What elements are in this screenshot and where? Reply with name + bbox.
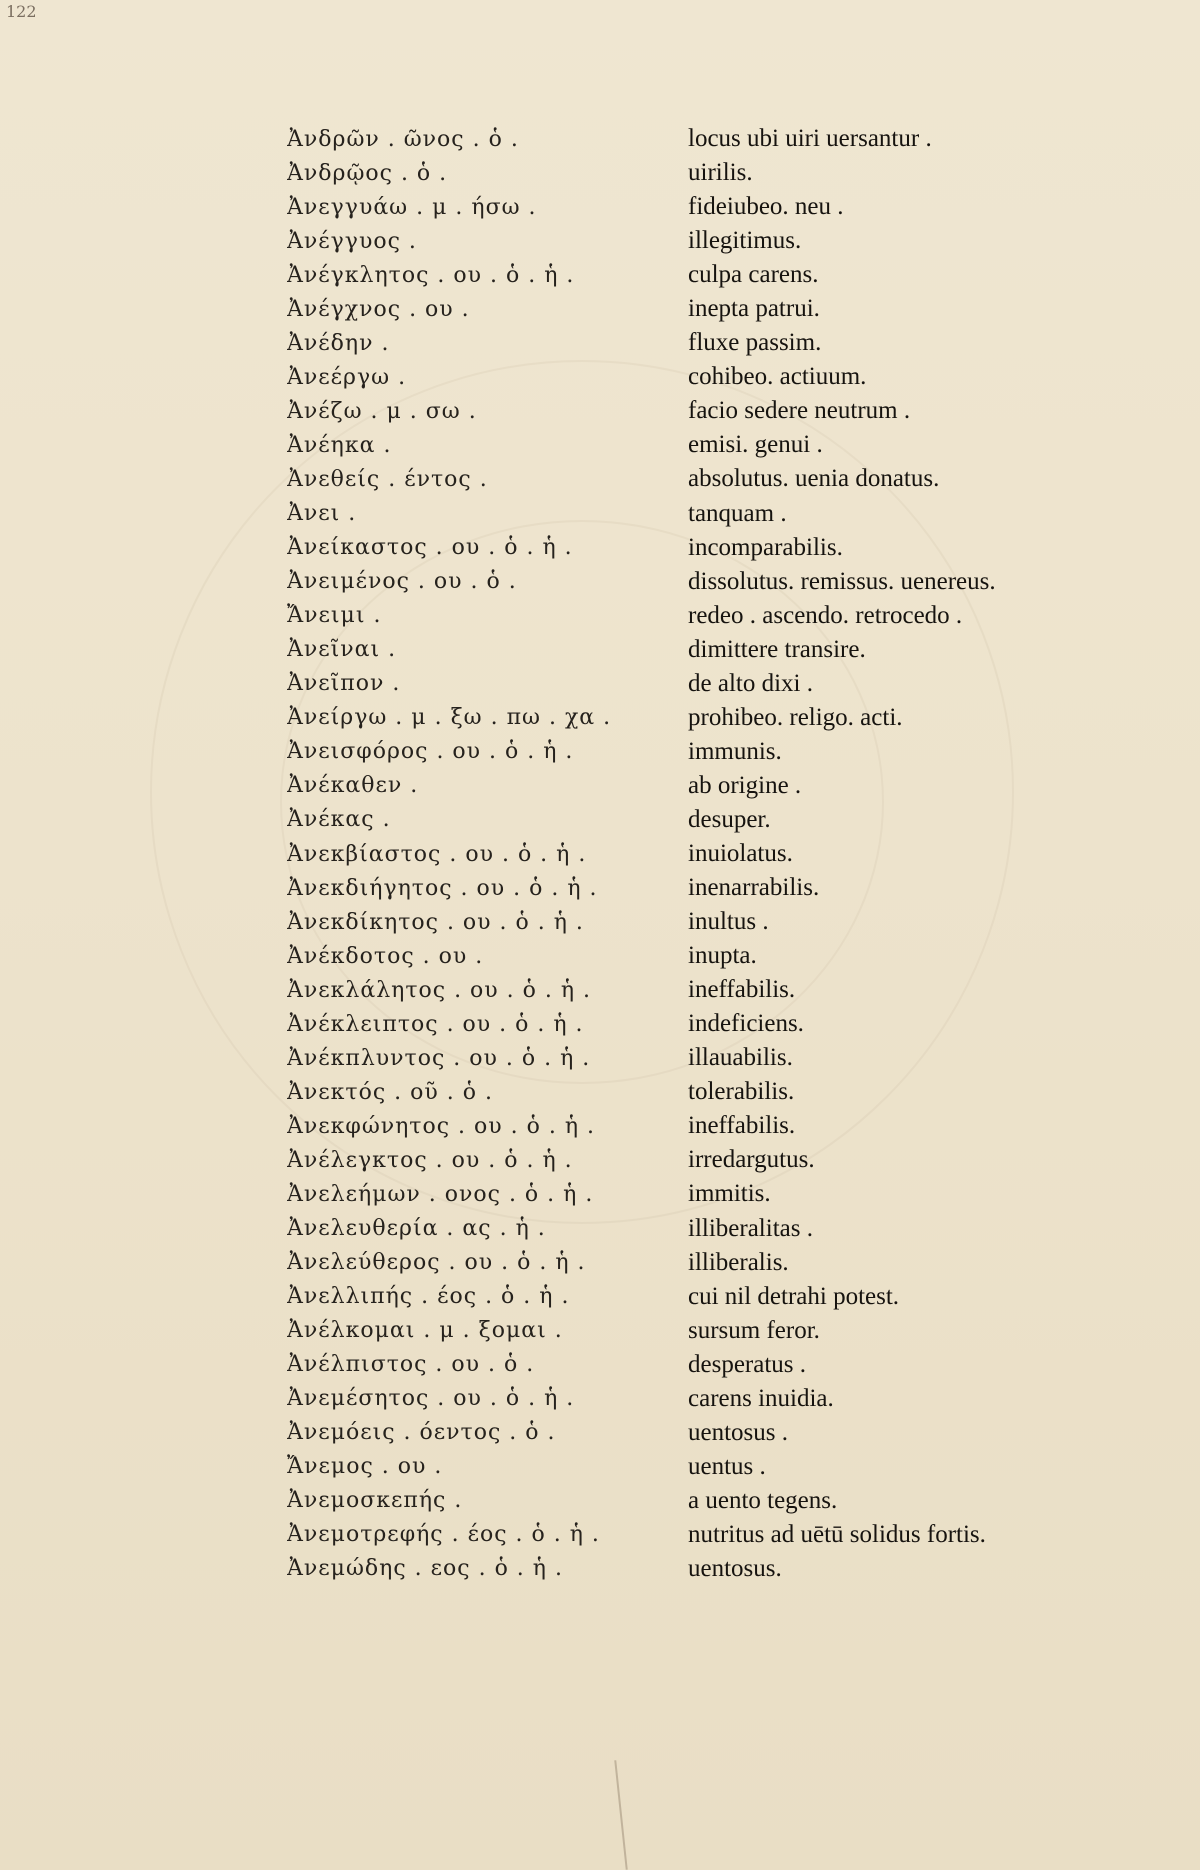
greek-headword: Ἀνεκδιήγητος . ου . ὁ . ἡ . [287,875,598,901]
entry-row [287,1314,1087,1348]
greek-headword: Ἀνελλιπής . έος . ὁ . ἡ . [287,1284,570,1310]
entry-row [287,939,1087,973]
greek-headword: Ἀνέγχνος . ου . [287,296,470,322]
greek-headword: Ἀνέκαθεν . [287,773,419,799]
entry-row [287,497,1087,531]
entry-row [287,1007,1087,1041]
latin-gloss: locus ubi uiri uersantur . [688,125,932,153]
greek-headword: Ἀνδρῷος . ὁ . [287,160,448,186]
entry-row [287,599,1087,633]
greek-headword: Ἀνεκβίαστος . ου . ὁ . ἡ . [287,841,587,867]
entry-row [287,360,1087,394]
latin-gloss: culpa carens. [688,261,819,289]
latin-gloss: nutritus ad uētū solidus fortis. [688,1520,986,1548]
entry-row [287,1041,1087,1075]
latin-gloss: uentosus . [688,1418,788,1446]
latin-gloss: desuper. [688,805,771,833]
latin-gloss: ineffabilis. [688,1112,796,1140]
entry-row [287,1518,1087,1552]
latin-gloss: irredargutus. [688,1146,815,1174]
latin-gloss: illauabilis. [688,1044,793,1072]
latin-gloss: immunis. [688,737,782,765]
greek-headword: Ἀνδρῶν . ῶνος . ὁ . [287,126,519,152]
greek-headword: Ἀνεκφώνητος . ου . ὁ . ἡ . [287,1113,596,1139]
greek-headword: Ἀνέλεγκτος . ου . ὁ . ἡ . [287,1147,573,1173]
greek-headword: Ἀνέλκομαι . μ . ξομαι . [287,1318,563,1344]
entry-row [287,1450,1087,1484]
greek-headword: Ἀνέκλειπτος . ου . ὁ . ἡ . [287,1011,584,1037]
entry-row [287,122,1087,156]
greek-headword: Ἀνεμόεις . όεντος . ὁ . [287,1420,556,1446]
greek-headword: Ἀνεῖναι . [287,637,397,663]
paper-crease [614,1760,627,1870]
entry-row [287,292,1087,326]
entry-row [287,871,1087,905]
greek-headword: Ἀνεμοτρεφής . έος . ὁ . ἡ . [287,1522,600,1548]
latin-gloss: cohibeo. actiuum. [688,363,867,391]
latin-gloss: inuiolatus. [688,840,793,867]
entry-row [287,1348,1087,1382]
latin-gloss: carens inuidia. [688,1384,834,1412]
greek-headword: Ἀνεκλάλητος . ου . ὁ . ἡ . [287,977,592,1003]
latin-gloss: desperatus . [688,1350,807,1378]
entry-row [287,462,1087,496]
greek-headword: Ἀνειμένος . ου . ὁ . [287,569,517,595]
greek-headword: Ἄνεμος . ου . [287,1454,443,1480]
greek-headword: Ἀνεθείς . έντος . [287,466,488,492]
entry-row [287,633,1087,667]
entry-row [287,1382,1087,1416]
latin-gloss: uentus . [688,1452,766,1480]
greek-headword: Ἀνελεήμων . ονος . ὁ . ἡ . [287,1181,594,1207]
entry-row [287,428,1087,462]
entry-row [287,1177,1087,1211]
entry-row [287,803,1087,837]
latin-gloss: illegitimus. [688,227,802,255]
latin-gloss: immitis. [688,1180,771,1208]
latin-gloss: facio sedere neutrum . [688,397,911,425]
greek-headword: Ἀνεέργω . [287,364,407,390]
entry-row [287,1552,1087,1586]
greek-headword: Ἀνεισφόρος . ου . ὁ . ἡ . [287,739,574,765]
greek-headword: Ἀνελευθερία . ας . ἡ . [287,1216,546,1242]
entry-row [287,190,1087,224]
entry-row [287,905,1087,939]
latin-gloss: inenarrabilis. [688,874,820,902]
greek-headword: Ἀνέλπιστος . ου . ὁ . [287,1352,535,1378]
greek-headword: Ἀνεῖπον . [287,671,401,697]
latin-gloss: absolutus. uenia donatus. [688,465,940,493]
entry-row [287,1484,1087,1518]
greek-headword: Ἀνεμώδης . εος . ὁ . ἡ . [287,1556,563,1582]
glossary-entries [287,122,1087,1586]
entry-row [287,565,1087,599]
greek-headword: Ἀνεμοσκεπής . [287,1488,463,1514]
greek-headword: Ἀνέζω . μ . σω . [287,398,477,424]
entry-row [287,769,1087,803]
latin-gloss: inepta patrui. [688,295,820,323]
entry-row [287,1109,1087,1143]
greek-headword: Ἄνειμι . [287,603,382,629]
latin-gloss: cui nil detrahi potest. [688,1282,900,1310]
latin-gloss: prohibeo. religo. acti. [688,703,903,731]
greek-headword: Ἀνέκπλυντος . ου . ὁ . ἡ . [287,1045,591,1071]
entry-row [287,394,1087,428]
latin-gloss: indeficiens. [688,1010,804,1038]
latin-gloss: inultus . [688,908,769,936]
entry-row [287,1212,1087,1246]
entry-row [287,1246,1087,1280]
greek-headword: Ἀνείργω . μ . ξω . πω . χα . [287,705,612,731]
latin-gloss: illiberalitas . [688,1214,813,1242]
entry-row [287,1143,1087,1177]
entry-row [287,701,1087,735]
latin-gloss: tolerabilis. [688,1078,795,1106]
latin-gloss: dissolutus. remissus. uenereus. [688,567,996,595]
greek-headword: Ἀνέκδοτος . ου . [287,943,484,969]
greek-headword: Ἀνεκδίκητος . ου . ὁ . ἡ . [287,909,584,935]
latin-gloss: ineffabilis. [688,976,796,1004]
latin-gloss: sursum feror. [688,1316,820,1344]
greek-headword: Ἀνέγγυος . [287,228,417,254]
latin-gloss: de alto dixi . [688,669,813,697]
latin-gloss: fideiubeo. neu . [688,193,844,221]
latin-gloss: uirilis. [688,159,753,187]
greek-headword: Ἀνεγγυάω . μ . ήσω . [287,194,537,220]
greek-headword: Ἀνείκαστος . ου . ὁ . ἡ . [287,535,573,561]
entry-row [287,224,1087,258]
latin-gloss: a uento tegens. [688,1486,838,1514]
entry-row [287,531,1087,565]
greek-headword: Ἀνέγκλητος . ου . ὁ . ἡ . [287,262,575,288]
latin-gloss: tanquam . [688,499,787,527]
entry-row [287,258,1087,292]
latin-gloss: fluxe passim. [688,329,822,357]
greek-headword: Ἀνεκτός . οῦ . ὁ . [287,1079,493,1105]
latin-gloss: dimittere transire. [688,635,866,663]
latin-gloss: incomparabilis. [688,533,843,561]
folio-number: 122 [6,2,37,21]
greek-headword: Ἀνεμέσητος . ου . ὁ . ἡ . [287,1386,575,1412]
greek-headword: Ἀνέδην . [287,330,390,356]
latin-gloss: redeo . ascendo. retrocedo . [688,601,963,629]
latin-gloss: uentosus. [688,1554,782,1582]
entry-row [287,1416,1087,1450]
entry-row [287,735,1087,769]
entry-row [287,667,1087,701]
entry-row [287,326,1087,360]
entry-row [287,1280,1087,1314]
greek-headword: Ἀνέκας . [287,807,391,833]
entry-row [287,1075,1087,1109]
entry-row [287,156,1087,190]
latin-gloss: illiberalis. [688,1248,789,1276]
entry-row [287,837,1087,871]
latin-gloss: ab origine . [688,771,802,799]
greek-headword: Ἀνελεύθερος . ου . ὁ . ἡ . [287,1250,586,1276]
entry-row [287,973,1087,1007]
latin-gloss: inupta. [688,942,757,970]
greek-headword: Ἀνει . [287,501,357,527]
latin-gloss: emisi. genui . [688,431,823,459]
greek-headword: Ἀνέηκα . [287,432,392,458]
